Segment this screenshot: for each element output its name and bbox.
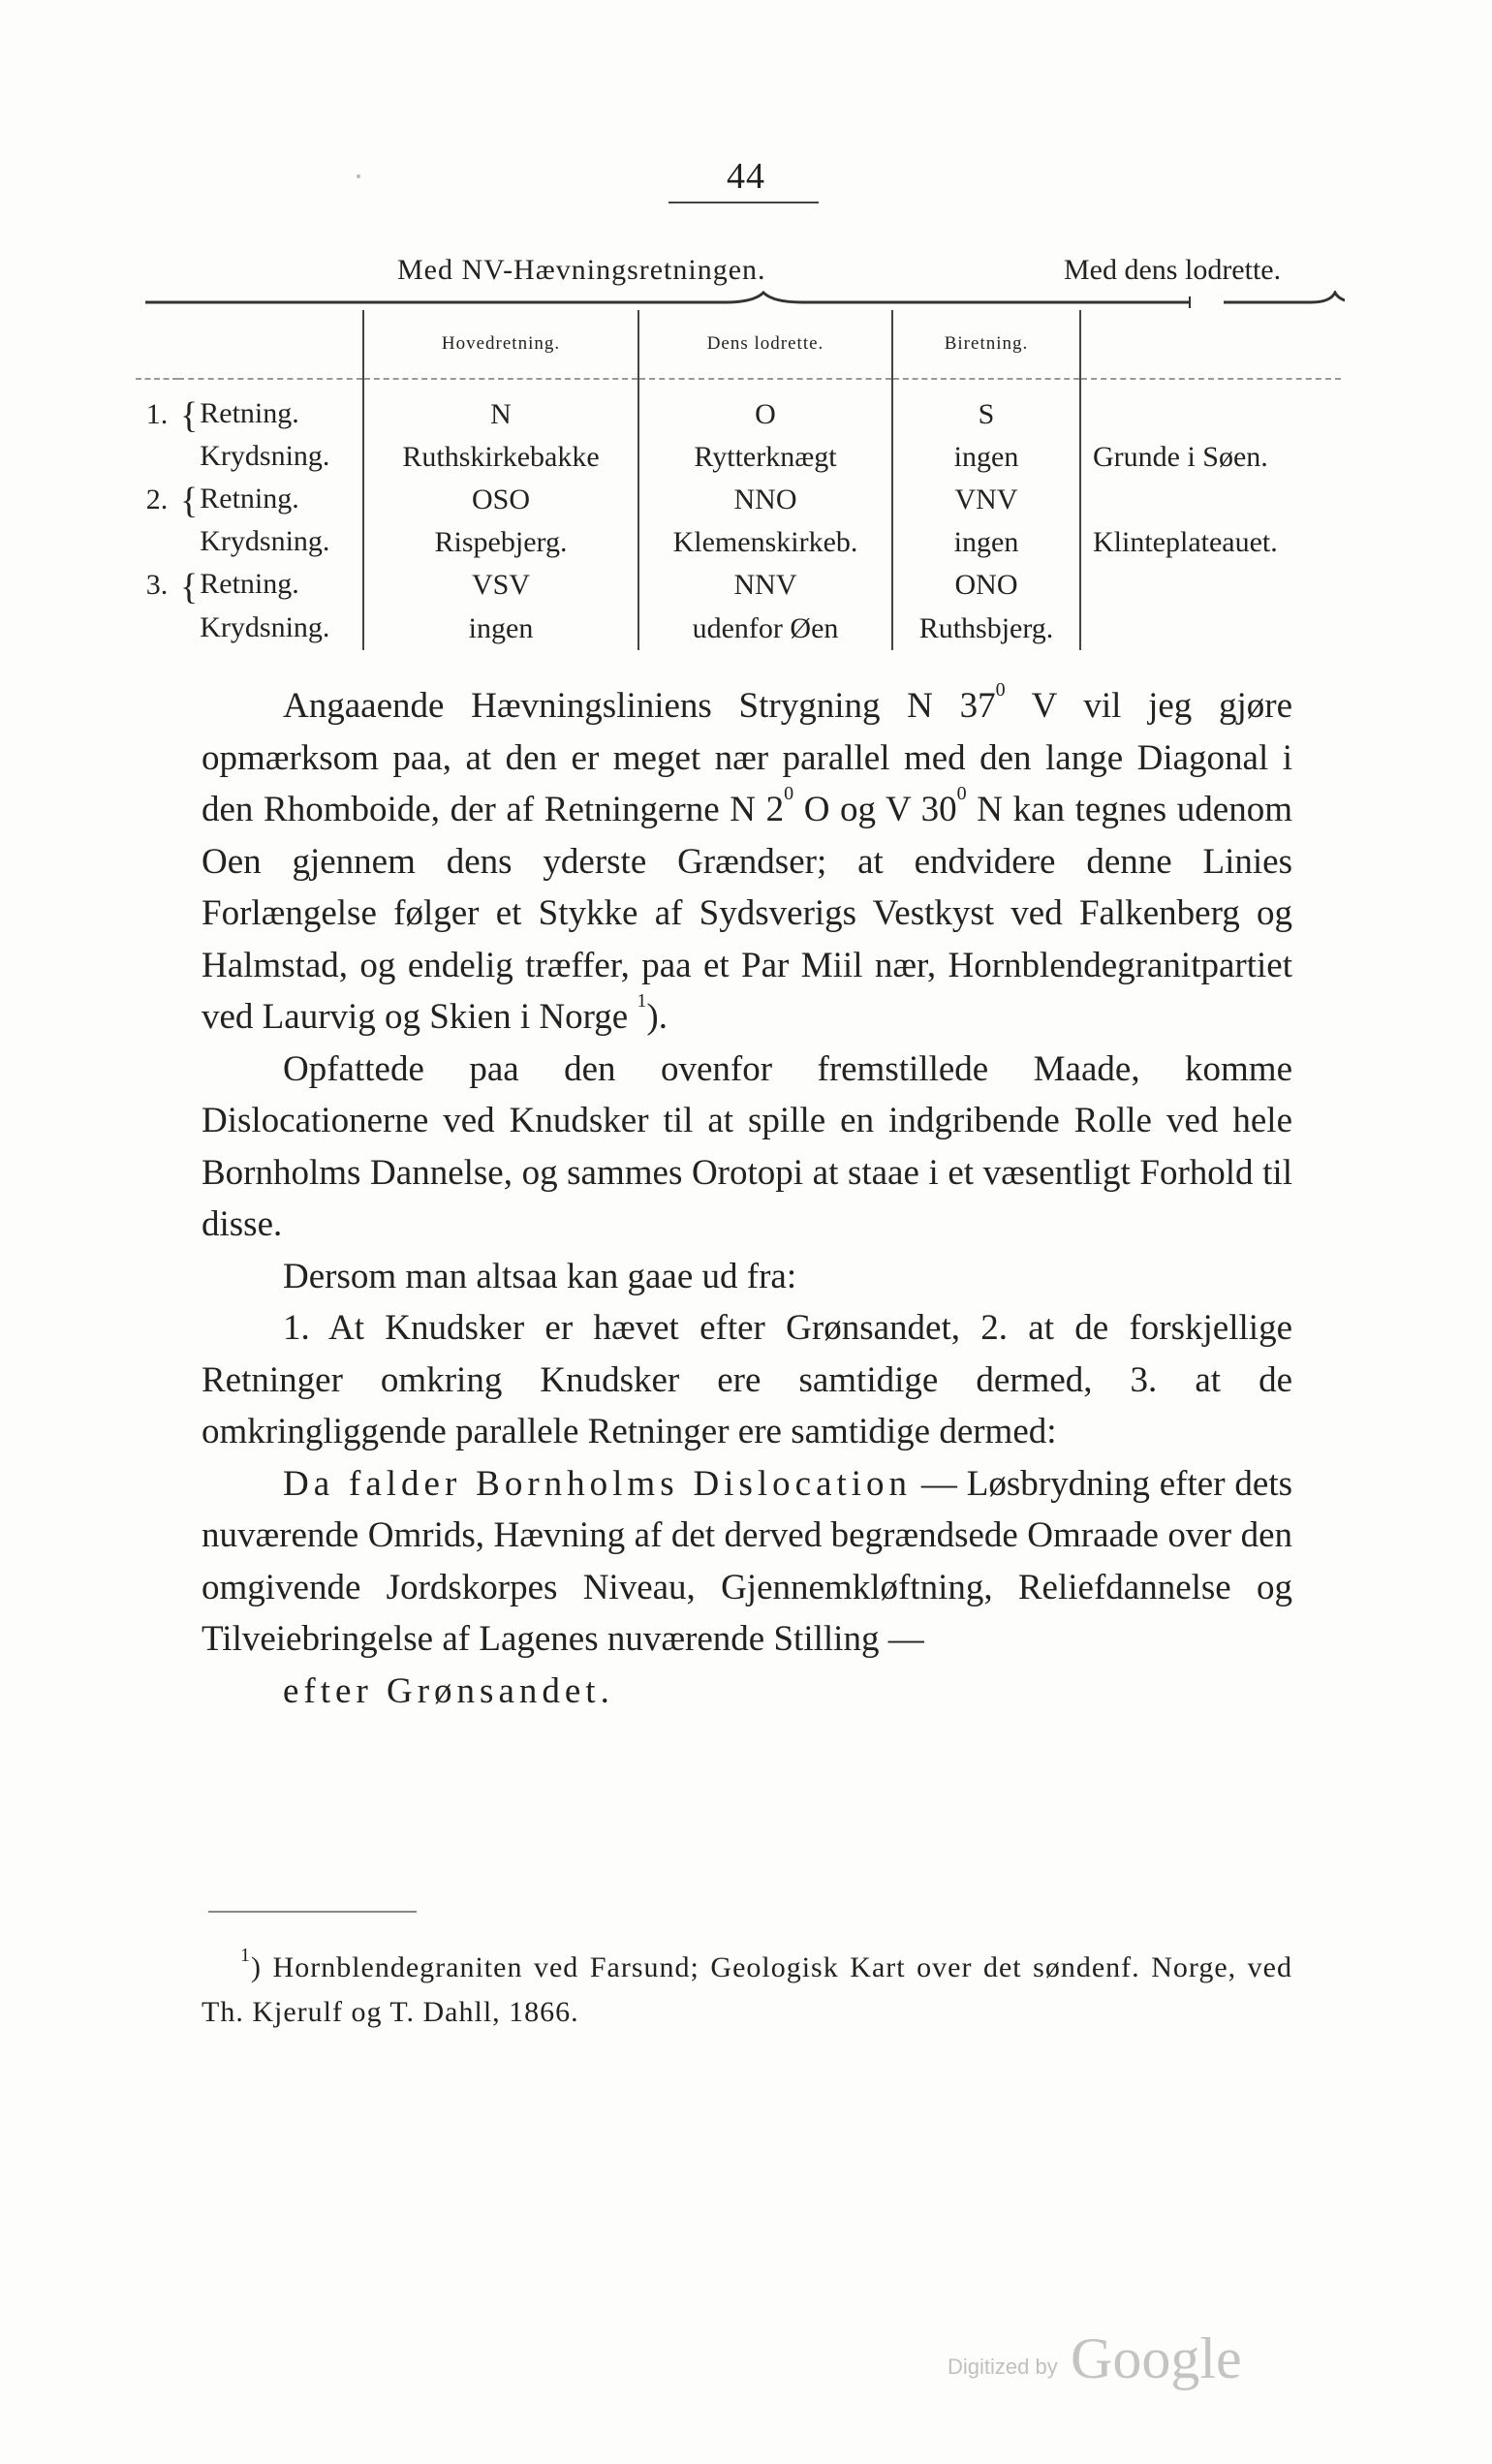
footnote-ref: 1 [637,990,647,1012]
paragraph-strygning [202,680,1292,1044]
footnote-text: ) Hornblendegraniten ved Farsund; Geologisk Kart over det søndenf. Norge, ved Th. Kjerulf og T. Dahll, 1866. [202,1951,1292,2028]
row-label: Retning. [200,397,299,429]
body-text [202,680,1292,1717]
text-run: N kan tegnes udenom Oen gjennem dens yderste Grændser; at endvidere denne Linies Forlængelse følger et Stykke af Sydsverigs Vestkyst ved Falkenberg og Halmstad, og endelig træffer, paa et Par Miil nær, Hornblendegranitpartiet ved Laurvig og Skien i Norge [202,790,1292,1037]
row-number [136,521,178,564]
cell-note [1080,479,1341,521]
table-header-row [136,310,1341,379]
cell-dens-lodrette: Rytterknægt [638,436,892,479]
col-header-biretning: Biretning. [892,310,1080,379]
row-number: 1. [145,398,169,431]
row-number: 2. [145,483,169,516]
text-run: O og V 30 [793,790,957,829]
paragraph-conditions: 1. At Knudsker er hævet efter Grønsandet, 2. at de forskjellige Retninger omkring Knudsker ere samtidige dermed, 3. at de omkringliggende parallele Retninger ere samtidige dermed: [202,1308,1292,1451]
google-logo: Google [1071,2326,1242,2390]
cell-note [1080,608,1341,650]
table-row [136,436,1341,479]
table-row [136,521,1341,564]
paragraph-opfattede: Opfattede paa den ovenfor fremstillede Maade, komme Dislocationerne ved Knudsker til at spille en indgribende Rolle ved hele Bornholms Dannelse, og sammes Orotopi at staae i et væsentligt Forhold til disse. [202,1048,1292,1244]
degree-mark: 0 [995,679,1006,701]
row-number [136,608,178,650]
emphasis-text: Da falder Bornholms Dislocation [283,1463,913,1504]
cell-hovedretning: ingen [363,608,638,650]
cell-note: Klinteplateauet. [1093,526,1278,559]
footnote-rule [208,1911,417,1913]
cell-dens-lodrette: NNO [638,479,892,521]
cell-biretning: ingen [892,521,1080,564]
table-row [136,608,1341,650]
cell-biretning: Ruthsbjerg. [892,608,1080,650]
text-run: ). [646,997,668,1037]
text-run: V vil jeg gjøre opmærksom paa, at den er meget nær parallel med den lange Diagonal i den Rhomboide, der af Retningerne N 2 [202,686,1292,829]
page-number: 44 [727,156,765,197]
cell-dens-lodrette: NNV [638,564,892,607]
table-row: 3. {Retning. VSV NNV ONO [136,564,1341,607]
cell-hovedretning: VSV [363,564,638,607]
col-header-dens-lodrette: Dens lodrette. [638,310,892,379]
paragraph-conclusion [202,1458,1292,1666]
footnote-mark: 1 [240,1945,251,1966]
cell-biretning: S [892,379,1080,436]
cell-hovedretning: Rispebjerg. [363,521,638,564]
row-label: Retning. [200,568,299,601]
paragraph-efter: efter Grønsandet. [283,1670,614,1711]
row-label: Krydsning. [200,440,330,473]
col-header-hovedretning: Hovedretning. [363,310,638,379]
row-number: 3. [145,569,169,602]
degree-mark: 0 [784,783,794,804]
cell-dens-lodrette: udenfor Øen [638,608,892,650]
cell-note: Grunde i Søen. [1093,441,1268,474]
cell-note [1080,564,1341,607]
cell-note [1080,379,1341,436]
row-number [136,436,178,479]
page-number-rule [668,202,819,203]
speck [357,174,360,178]
digitized-by-label: Digitized by [948,2355,1058,2379]
cell-biretning: ONO [892,564,1080,607]
cell-hovedretning: N [363,379,638,436]
paragraph-dersom: Dersom man altsaa kan gaae ud fra: [283,1256,797,1296]
text-run: Angaaende Hævningsliniens Strygning N 37 [283,686,996,726]
cell-hovedretning: OSO [363,479,638,521]
text-run: — Løsbrydning efter dets nuværende Omrids, Hævning af det derved begrændsede Omraade over den omgivende Jordskorpes Niveau, Gjennemkløftning, Reliefdannelse og Tilveiebringelse af Lagenes nuværende Stilling — [202,1463,1292,1659]
cell-dens-lodrette: O [638,379,892,436]
table-row: 1. {Retning. N O S [136,379,1341,436]
group-label-left: Med NV-Hævningsretningen. [397,254,766,286]
row-label: Krydsning. [200,525,330,558]
cell-biretning: VNV [892,479,1080,521]
row-label: Krydsning. [200,610,330,643]
cell-hovedretning: Ruthskirkebakke [363,436,638,479]
table-row: 2. {Retning. OSO NNO VNV [136,479,1341,521]
cell-dens-lodrette: Klemenskirkeb. [638,521,892,564]
dislocation-table [136,310,1341,650]
row-label: Retning. [200,483,299,515]
degree-mark: 0 [956,783,967,804]
footnote [202,1946,1292,2035]
group-label-right: Med dens lodrette. [1064,254,1282,286]
cell-biretning: ingen [892,436,1080,479]
